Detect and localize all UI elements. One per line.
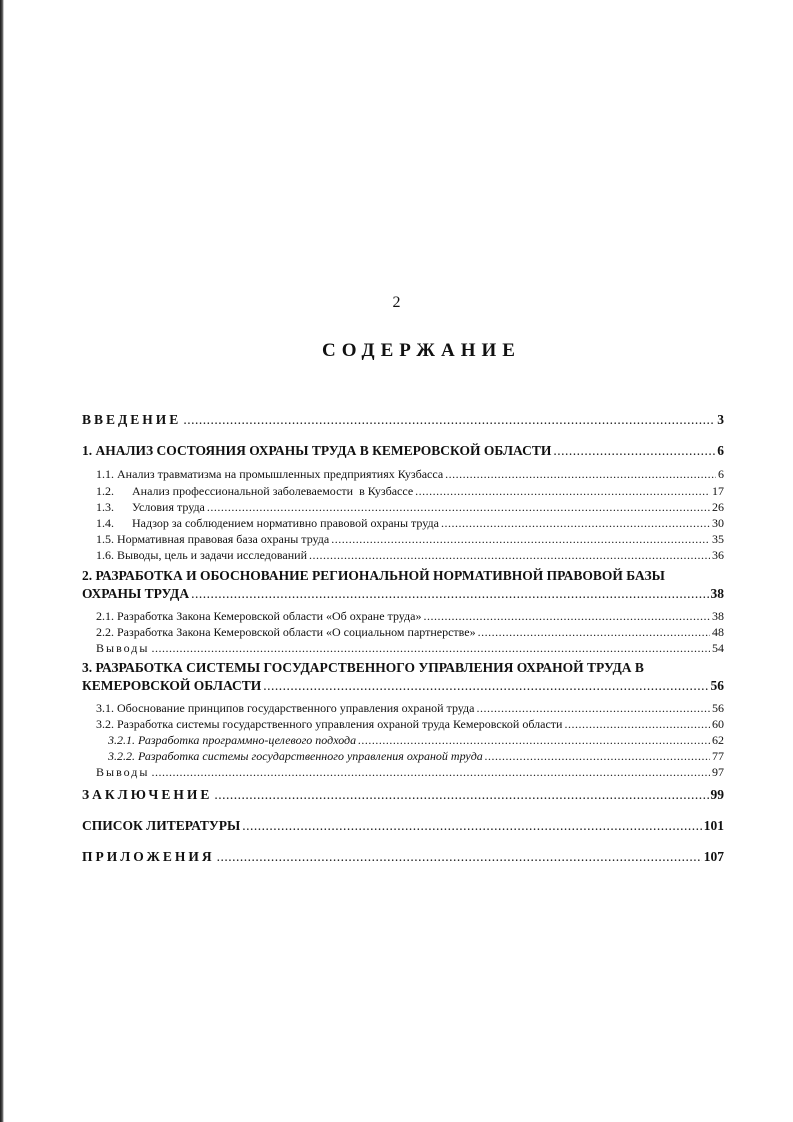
toc-page-number: 30 [712, 516, 724, 530]
toc-entry-label: 3.2.2. Разработка системы государственного управления охраной труда [108, 749, 483, 763]
toc-entry-conclusion[interactable] [82, 787, 724, 803]
toc-entry-label: 3.2. Разработка системы государственного управления охраной труда Кемеровской области [96, 717, 563, 731]
toc-page-number: 101 [703, 818, 724, 833]
toc-entry-label: 1.1. Анализ травматизма на промышленных предприятиях Кузбасса [96, 467, 444, 481]
toc-entry-label: КЕМЕРОВСКОЙ ОБЛАСТИ [82, 678, 262, 693]
toc-leader-dots [151, 641, 710, 656]
toc-leader-dots [207, 500, 710, 515]
toc-entry-chapter-1[interactable] [82, 443, 724, 459]
toc-leader-dots [263, 678, 708, 694]
toc-entry-label: 1.5. Нормативная правовая база охраны труда [96, 532, 330, 546]
toc-entry-1-6[interactable] [96, 548, 724, 563]
toc-entry-label: Выводы [96, 641, 150, 655]
toc-page-number: 35 [712, 532, 724, 546]
toc-entry-2-2[interactable] [96, 625, 724, 640]
page-number: 2 [392, 294, 401, 311]
toc-leader-dots [242, 818, 702, 834]
toc-leader-dots [423, 609, 710, 624]
toc-leader-dots [309, 548, 710, 563]
toc-entry-1-4[interactable] [96, 516, 724, 531]
toc-page-number: 6 [718, 467, 724, 481]
toc-title: СОДЕРЖАНИЕ [322, 340, 521, 361]
toc-entry-3-1[interactable] [96, 701, 724, 716]
toc-entry-label: 1.3. Условия труда [96, 500, 205, 514]
toc-page-number: 54 [712, 641, 724, 655]
toc-entry-label: 1.2. Анализ профессиональной заболеваемости в Кузбассе [96, 484, 414, 498]
toc-entry-2-1[interactable] [96, 609, 724, 624]
toc-entry-chapter-2-line-1[interactable]: 2. РАЗРАБОТКА И ОБОСНОВАНИЕ РЕГИОНАЛЬНОЙ НОРМАТИВНОЙ ПРАВОВОЙ БАЗЫ [82, 568, 665, 583]
toc-leader-dots [485, 749, 710, 764]
toc-page-number: 77 [712, 749, 724, 763]
toc-entry-label: ОХРАНЫ ТРУДА [82, 586, 190, 601]
toc-entry-appendices[interactable] [82, 849, 724, 865]
toc-entry-1-5[interactable] [96, 532, 724, 547]
toc-leader-dots [217, 849, 702, 865]
toc-page-number: 56 [712, 701, 724, 715]
toc-entry-label: 1.4. Надзор за соблюдением нормативно правовой охраны труда [96, 516, 439, 530]
toc-page-number: 97 [712, 765, 724, 779]
toc-page-number: 17 [712, 484, 724, 498]
toc-leader-dots [358, 733, 710, 748]
toc-entry-label: ЗАКЛЮЧЕНИЕ [82, 787, 213, 802]
toc-entry-1-3[interactable] [96, 500, 724, 515]
toc-entry-label: 3.2.1. Разработка программно-целевого подхода [108, 733, 357, 747]
toc-entry-3-conclusions[interactable] [96, 765, 724, 780]
toc-entry-label: ПРИЛОЖЕНИЯ [82, 849, 215, 864]
toc-page-number: 36 [712, 548, 724, 562]
toc-entry-2-conclusions[interactable] [96, 641, 724, 656]
toc-leader-dots [476, 701, 710, 716]
toc-entry-label: 2.2. Разработка Закона Кемеровской области «О социальном партнерстве» [96, 625, 476, 639]
toc-entry-label: 1. АНАЛИЗ СОСТОЯНИЯ ОХРАНЫ ТРУДА В КЕМЕРОВСКОЙ ОБЛАСТИ [82, 443, 552, 458]
toc-entry-label: СПИСОК ЛИТЕРАТУРЫ [82, 818, 241, 833]
toc-page-number: 48 [712, 625, 724, 639]
toc-leader-dots [415, 484, 710, 499]
toc-entry-chapter-3[interactable] [82, 678, 724, 694]
scan-edge-shadow [0, 0, 4, 1122]
toc-leader-dots [191, 586, 708, 602]
toc-page-number: 56 [710, 678, 724, 693]
toc-entry-3-2-2[interactable] [108, 749, 724, 764]
toc-leader-dots [441, 516, 710, 531]
toc-page-number: 107 [703, 849, 724, 864]
toc-entry-chapter-3-line-1[interactable]: 3. РАЗРАБОТКА СИСТЕМЫ ГОСУДАРСТВЕННОГО УПРАВЛЕНИЯ ОХРАНОЙ ТРУДА В [82, 660, 644, 675]
toc-entry-label: 2.1. Разработка Закона Кемеровской области «Об охране труда» [96, 609, 422, 623]
toc-page-number: 38 [710, 586, 724, 601]
toc-entry-intro[interactable] [82, 412, 724, 428]
toc-page-number: 26 [712, 500, 724, 514]
toc-leader-dots [564, 717, 710, 732]
toc-page-number: 6 [717, 443, 724, 458]
toc-entry-label: ВВЕДЕНИЕ [82, 412, 182, 427]
toc-entry-label: Выводы [96, 765, 150, 779]
toc-entry-1-2[interactable] [96, 484, 724, 499]
toc-page-number: 38 [712, 609, 724, 623]
toc-page-number: 3 [717, 412, 724, 427]
toc-leader-dots [553, 443, 715, 459]
toc-leader-dots [214, 787, 708, 803]
toc-page-number: 62 [712, 733, 724, 747]
toc-page-number: 99 [710, 787, 724, 802]
toc-entry-3-2-1[interactable] [108, 733, 724, 748]
toc-leader-dots [445, 467, 716, 482]
toc-entry-chapter-2[interactable] [82, 586, 724, 602]
toc-entry-label: 1.6. Выводы, цель и задачи исследований [96, 548, 308, 562]
toc-leader-dots [478, 625, 710, 640]
toc-leader-dots [151, 765, 710, 780]
toc-entry-3-2[interactable] [96, 717, 724, 732]
toc-page-number: 60 [712, 717, 724, 731]
toc-leader-dots [183, 412, 715, 428]
toc-entry-label: 3.1. Обоснование принципов государственного управления охраной труда [96, 701, 475, 715]
toc-leader-dots [331, 532, 710, 547]
toc-entry-1-1[interactable] [96, 467, 724, 482]
toc-entry-references[interactable] [82, 818, 724, 834]
